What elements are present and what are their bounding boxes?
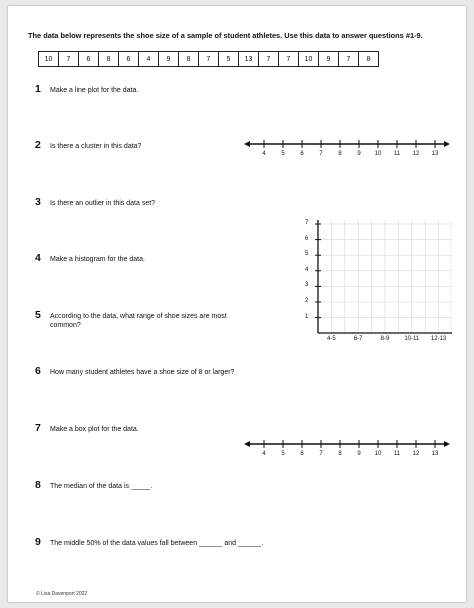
tick-label: 9 <box>357 151 361 157</box>
x-axis-label: 12-13 <box>430 336 447 342</box>
data-cell: 6 <box>119 52 139 67</box>
tick-label: 10 <box>374 151 382 157</box>
tick-label: 4 <box>262 451 266 457</box>
x-axis-label: 6-7 <box>353 336 363 342</box>
number-line-2 <box>244 439 450 463</box>
worksheet-page <box>8 6 466 602</box>
copyright-notice: © Lisa Davenport 2022 <box>36 591 88 597</box>
data-cell: 7 <box>259 52 279 67</box>
tick-label: 8 <box>338 451 342 457</box>
data-cell: 10 <box>39 52 59 67</box>
question-text: How many student athletes have a shoe size of 8 or larger? <box>50 369 235 376</box>
tick-label: 5 <box>281 451 285 457</box>
question-number: 4 <box>35 252 41 264</box>
tick-label: 6 <box>300 451 304 457</box>
tick-label: 13 <box>431 451 439 457</box>
question-number: 5 <box>35 309 41 321</box>
data-cell: 7 <box>59 52 79 67</box>
tick-label: 8 <box>338 151 342 157</box>
data-cell: 4 <box>139 52 159 67</box>
y-axis-label: 1 <box>305 313 309 320</box>
tick-label: 4 <box>262 151 266 157</box>
number-line-axis <box>244 139 450 151</box>
x-axis-label: 4-5 <box>327 336 336 342</box>
data-cell: 6 <box>79 52 99 67</box>
tick-label: 10 <box>374 451 382 457</box>
data-cell: 8 <box>179 52 199 67</box>
y-axis-label: 5 <box>305 251 309 258</box>
worksheet-header: The data below represents the shoe size of a sample of student athletes. Use this data to answer questions #1-9. <box>28 31 423 40</box>
data-row <box>39 52 379 67</box>
y-axis-label: 7 <box>305 220 309 226</box>
data-cell: 8 <box>359 52 379 67</box>
question-text: According to the data, what range of shoe sizes are most common? <box>50 313 227 329</box>
y-axis-label: 4 <box>305 266 309 273</box>
data-cell: 10 <box>299 52 319 67</box>
question-number: 1 <box>35 83 41 95</box>
x-axis-label: 10-11 <box>404 336 420 342</box>
question-number: 9 <box>35 536 41 548</box>
tick-label: 11 <box>393 151 401 157</box>
question-number: 6 <box>35 365 41 377</box>
data-cell: 7 <box>199 52 219 67</box>
tick-label: 6 <box>300 151 304 157</box>
question-text: Make a box plot for the data. <box>50 426 139 433</box>
tick-label: 11 <box>393 451 401 457</box>
tick-label: 7 <box>319 151 323 157</box>
data-cell: 7 <box>279 52 299 67</box>
question-text: Is there an outlier in this data set? <box>50 200 156 207</box>
tick-label: 9 <box>357 451 361 457</box>
data-cell: 7 <box>339 52 359 67</box>
data-cell: 5 <box>219 52 239 67</box>
histogram-grid <box>304 220 452 346</box>
data-cell: 9 <box>319 52 339 67</box>
data-cell: 8 <box>99 52 119 67</box>
data-table <box>38 51 379 67</box>
question-number: 2 <box>35 139 41 151</box>
question-number: 7 <box>35 422 41 434</box>
question-text: Make a line plot for the data. <box>50 87 139 94</box>
y-axis-label: 6 <box>305 235 309 242</box>
question-text: Make a histogram for the data. <box>50 256 145 263</box>
tick-label: 13 <box>431 151 439 157</box>
question-text: The middle 50% of the data values fall between ______ and ______. <box>50 540 264 547</box>
question-text: The median of the data is _____. <box>50 483 153 490</box>
y-axis-label: 3 <box>305 282 309 289</box>
tick-label: 12 <box>412 151 420 157</box>
question-number: 3 <box>35 196 41 208</box>
question-number: 8 <box>35 479 41 491</box>
tick-label: 5 <box>281 151 285 157</box>
number-line-axis <box>244 439 450 451</box>
x-axis-label: 8-9 <box>380 336 390 342</box>
y-axis-label: 2 <box>305 298 309 304</box>
number-line-1 <box>244 139 450 163</box>
data-cell: 9 <box>159 52 179 67</box>
data-cell: 13 <box>239 52 259 67</box>
tick-label: 7 <box>319 451 323 457</box>
question-text: Is there a cluster in this data? <box>50 143 142 150</box>
histogram-axes <box>304 220 452 334</box>
tick-label: 12 <box>412 451 420 457</box>
